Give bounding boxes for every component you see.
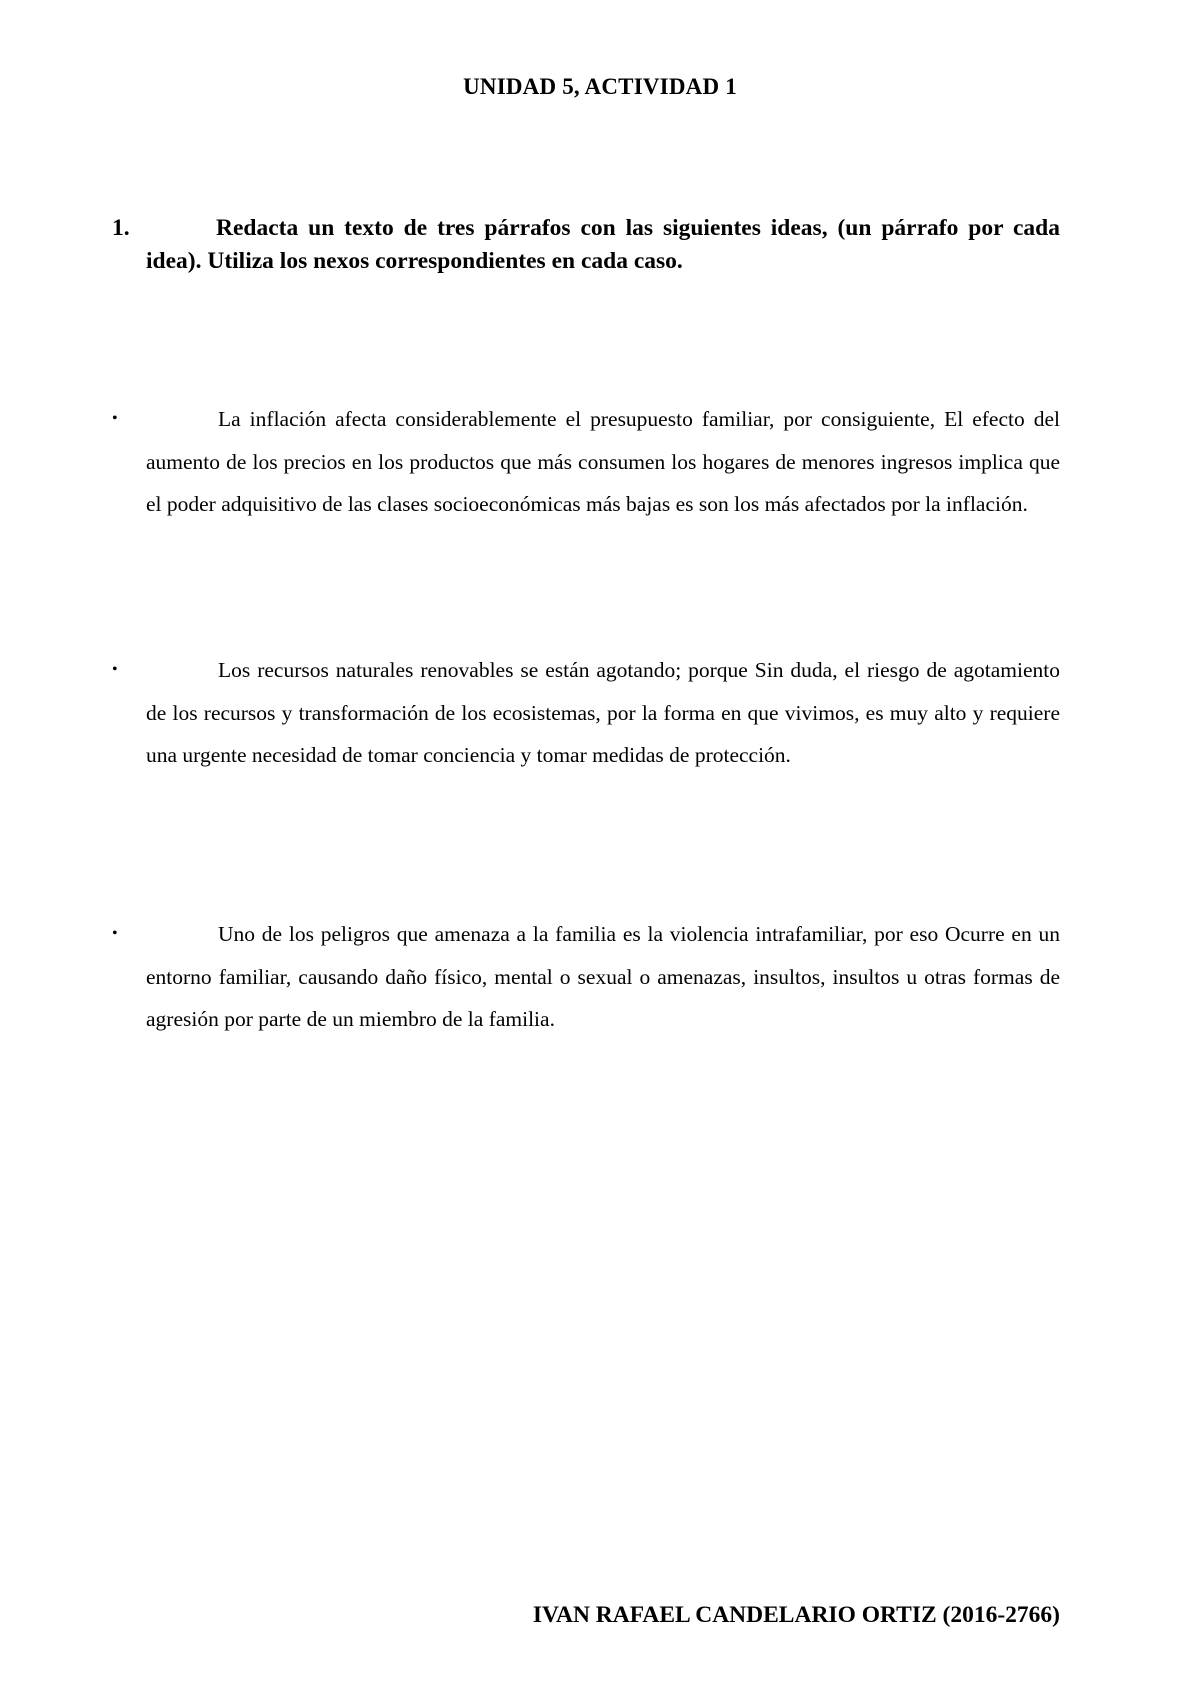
question-item: [112, 212, 1060, 278]
question-text-wrapper: [146, 212, 1060, 278]
question-number: 1.: [112, 215, 130, 241]
paragraph-inflation: [112, 398, 1060, 526]
question-text: Redacta un texto de tres párrafos con las siguientes ideas, (un párrafo por cada idea). Utiliza los nexos correspondientes en cada caso.: [146, 215, 1060, 274]
paragraph-domestic-violence: [112, 913, 1060, 1041]
paragraph-text: Los recursos naturales renovables se están agotando; porque Sin duda, el riesgo de agotamiento de los recursos y transformación de los ecosistemas, por la forma en que vivimos, es muy alto y requiere una urgente necesidad de tomar conciencia y tomar medidas de protección.: [146, 658, 1060, 767]
paragraph-text: La inflación afecta considerablemente el presupuesto familiar, por consiguiente, El efecto del aumento de los precios en los productos que más consumen los hogares de menores ingresos implica que el poder adquisitivo de las clases socioeconómicas más bajas es son los más afectados por la inflación.: [146, 407, 1060, 516]
paragraph-natural-resources: [112, 649, 1060, 777]
paragraph-text: Uno de los peligros que amenaza a la familia es la violencia intrafamiliar, por eso Ocurre en un entorno familiar, causando daño físico, mental o sexual o amenazas, insultos, insultos u otras formas de agresión por parte de un miembro de la familia.: [146, 922, 1060, 1031]
document-title: UNIDAD 5, ACTIVIDAD 1: [463, 74, 737, 99]
bullet-icon: •: [112, 661, 118, 678]
author-name: IVAN RAFAEL CANDELARIO ORTIZ (2016-2766): [532, 1602, 1060, 1628]
bullet-icon: •: [112, 925, 118, 942]
bullet-icon: •: [112, 410, 118, 427]
